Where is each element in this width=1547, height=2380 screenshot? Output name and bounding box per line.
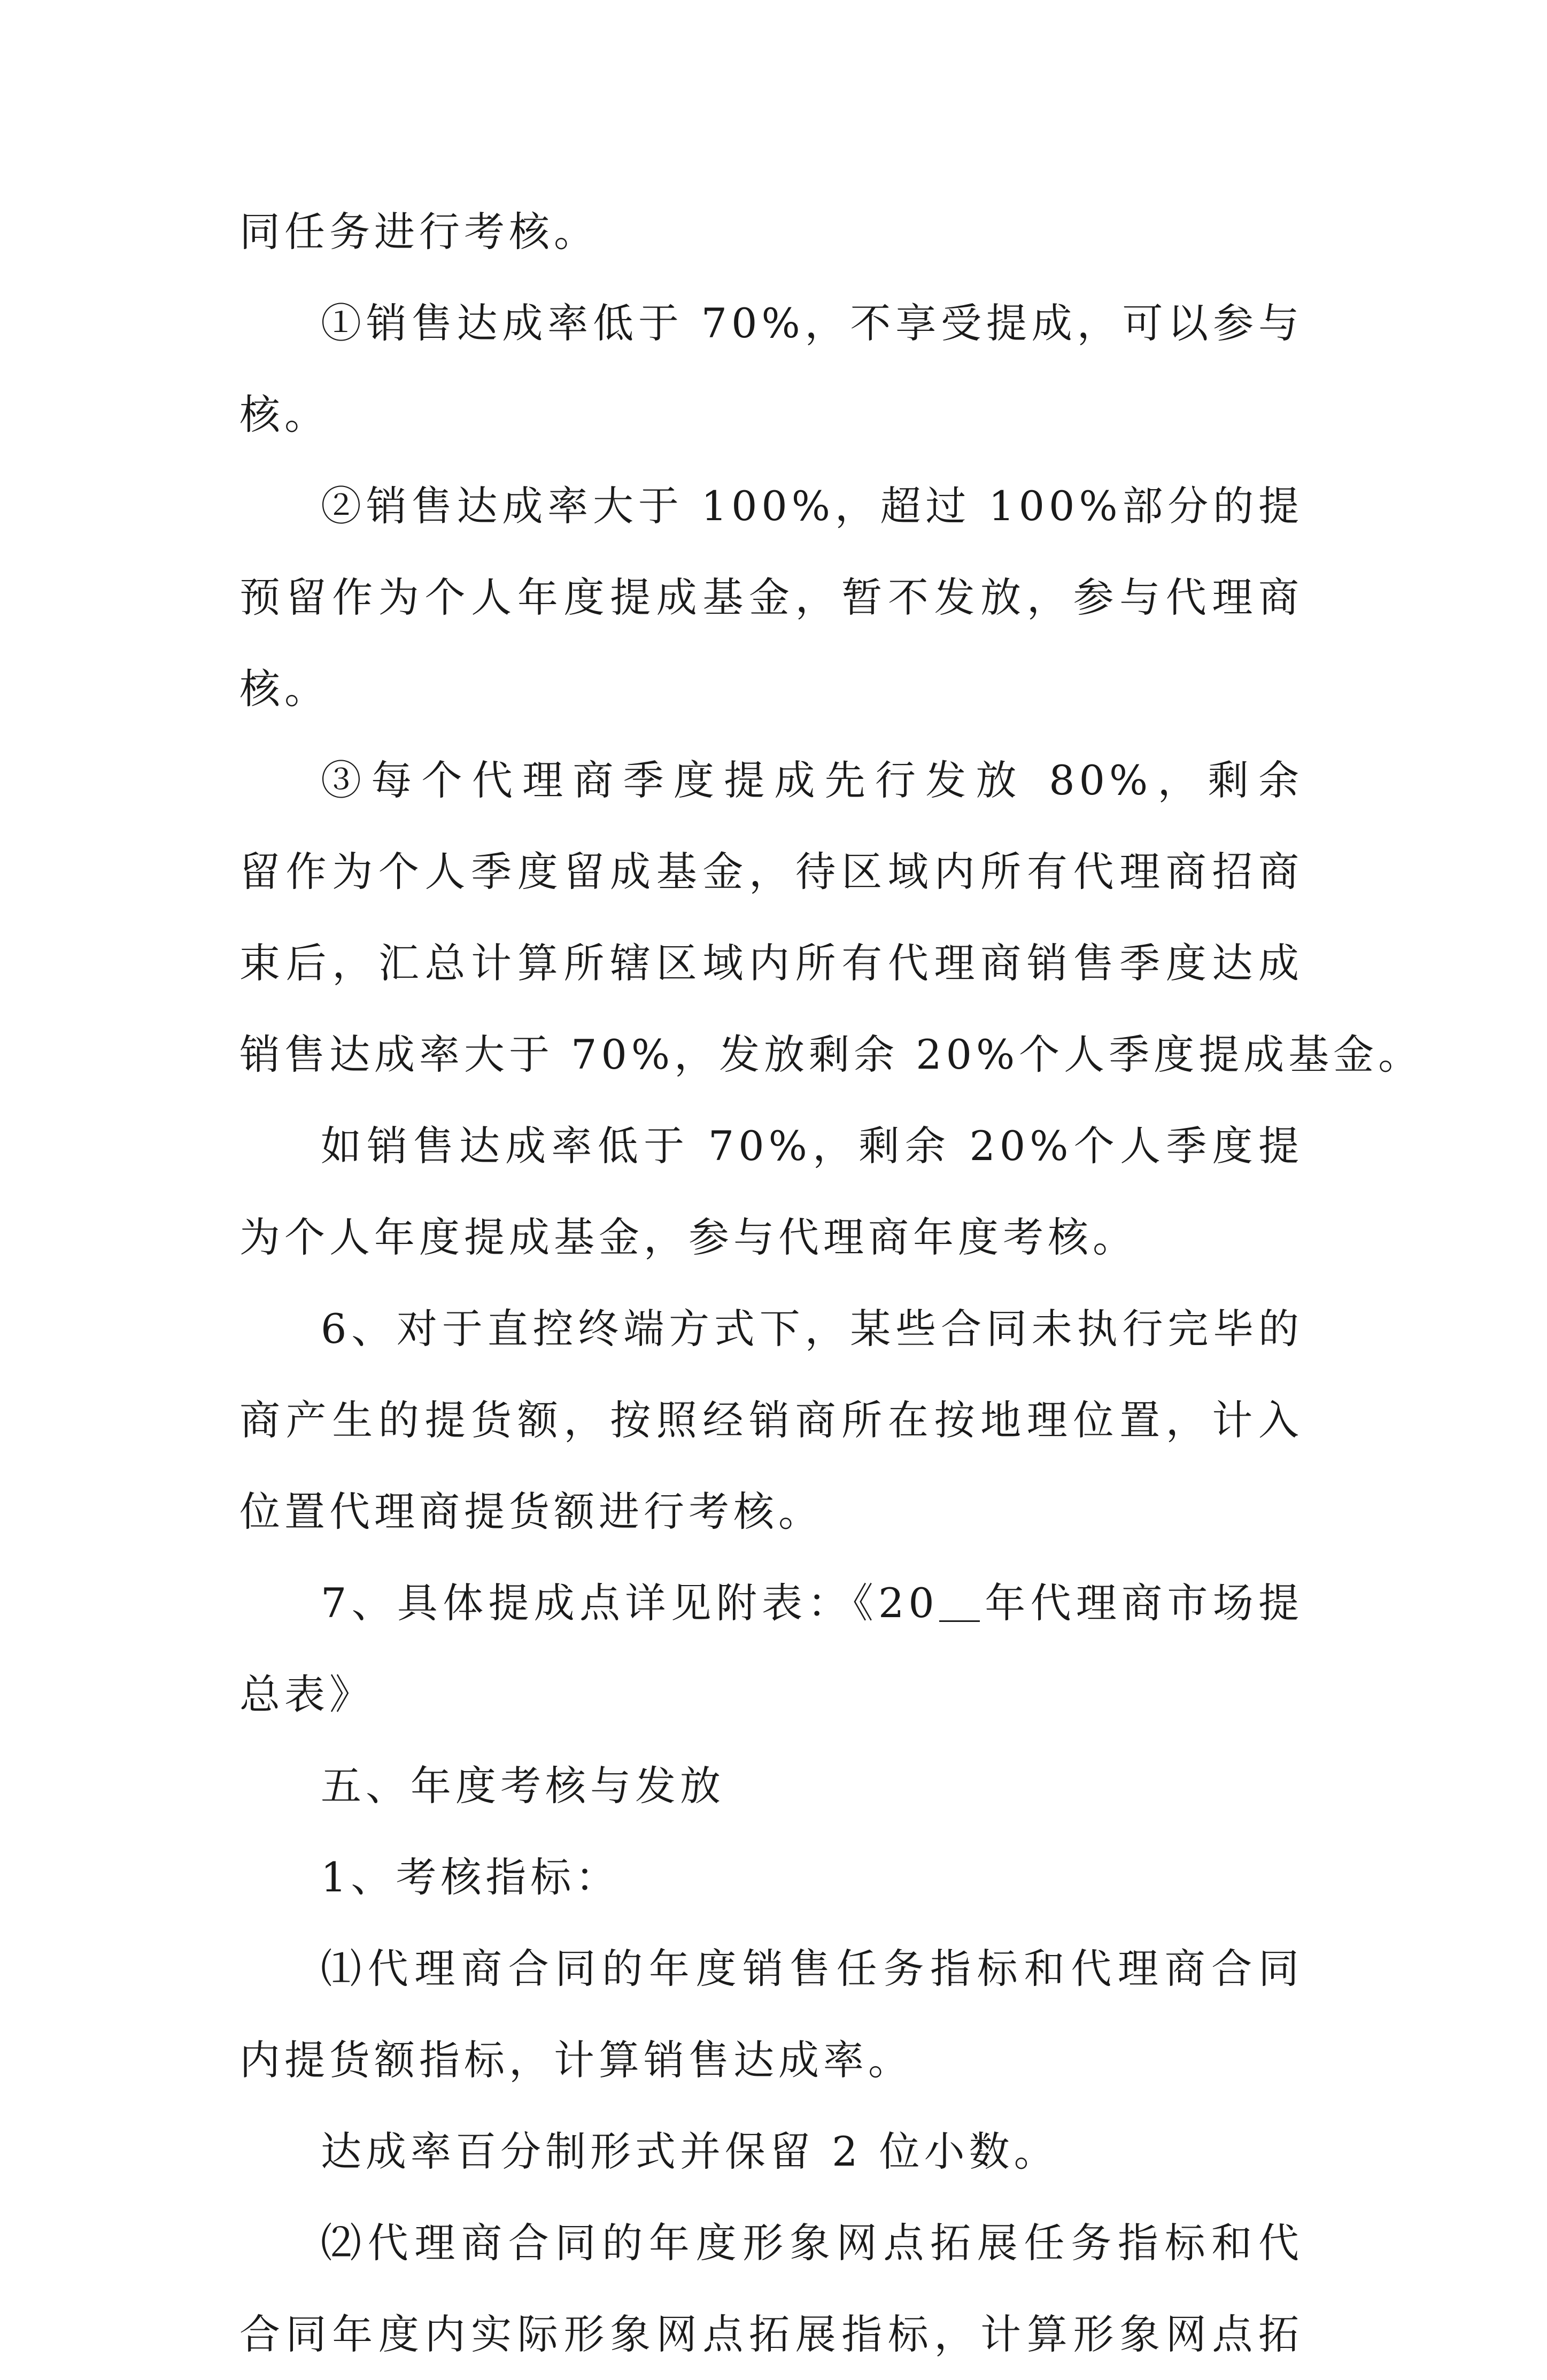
text-line: 位置代理商提货额进行考核。 — [239, 1488, 823, 1535]
text-line: 留作为个人季度留成基金，待区域内所有代理商招商 — [239, 848, 1303, 895]
text-line: 为个人年度提成基金，参与代理商年度考核。 — [239, 1214, 1138, 1261]
text-line: 同任务进行考核。 — [239, 208, 599, 256]
text-line: ①销售达成率低于 70%，不享受提成，可以参与 — [321, 299, 1303, 347]
text-line: 束后，汇总计算所辖区域内所有代理商销售季度达成 — [239, 939, 1303, 987]
text-line: 合同年度内实际形象网点拓展指标，计算形象网点拓 — [239, 2311, 1303, 2358]
text-line: 核。 — [239, 391, 329, 438]
text-line: 商产生的提货额，按照经销商所在按地理位置，计入 — [239, 1396, 1303, 1444]
text-line: 销售达成率大于 70%，发放剩余 20%个人季度提成基金。 — [239, 1031, 1424, 1078]
text-line: ②销售达成率大于 100%，超过 100%部分的提 — [321, 482, 1303, 530]
text-line: ⑴代理商合同的年度销售任务指标和代理商合同 — [321, 1945, 1303, 1992]
subsection-heading: 1、考核指标： — [321, 1853, 621, 1901]
document-body — [239, 186, 1424, 2380]
text-line: ③每个代理商季度提成先行发放 80%，剩余 — [321, 756, 1303, 804]
section-heading: 五、年度考核与发放 — [321, 1762, 725, 1810]
text-line: ⑵代理商合同的年度形象网点拓展任务指标和代 — [321, 2219, 1303, 2267]
text-line: 7、具体提成点详见附表：《20＿年代理商市场提 — [321, 1579, 1303, 1627]
text-line: 达成率百分制形式并保留 2 位小数。 — [321, 2128, 1059, 2175]
text-line: 6、对于直控终端方式下，某些合同未执行完毕的 — [321, 1305, 1303, 1353]
text-line: 如销售达成率低于 70%，剩余 20%个人季度提 — [321, 1122, 1303, 1170]
text-line: 预留作为个人年度提成基金，暂不发放，参与代理商 — [239, 574, 1303, 621]
text-line: 总表》 — [239, 1671, 374, 1718]
text-line: 内提货额指标，计算销售达成率。 — [239, 2036, 913, 2084]
text-line: 核。 — [239, 665, 329, 713]
